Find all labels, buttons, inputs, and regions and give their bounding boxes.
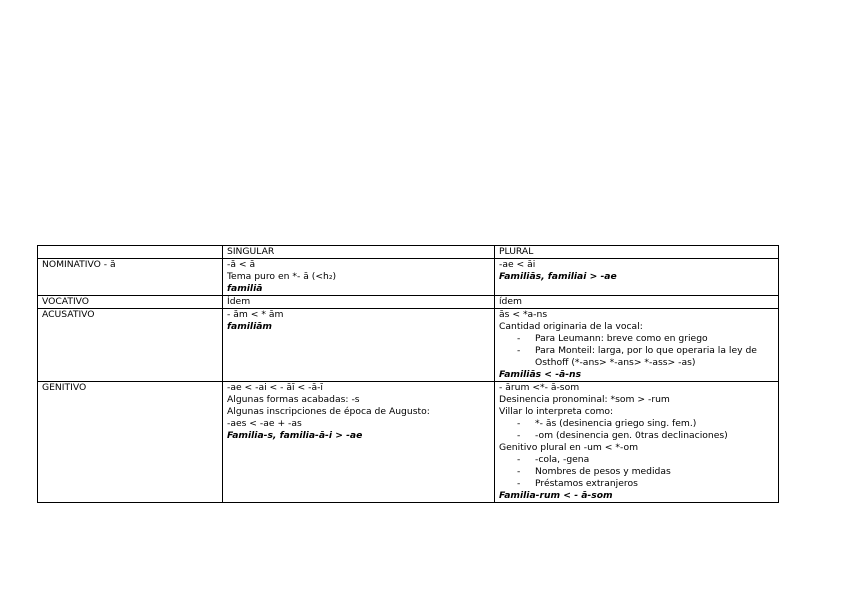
plural-cell [495,309,779,382]
bullet-dash: - [517,333,521,344]
case-label-cell: ACUSATIVO [38,309,223,382]
bullet-item [499,478,775,490]
singular-cell [223,309,495,382]
cell-line: - ārum <*- ā-som [499,382,580,393]
table-row [38,259,779,296]
table-row [38,309,779,382]
example-form: Familiās < -ā-ns [499,369,582,380]
table-row [38,382,779,503]
header-row [38,246,779,259]
bullet-item [499,418,775,430]
bullet-item [499,345,775,369]
bullet-text: Préstamos extranjeros [535,478,638,489]
plural-cell [495,382,779,503]
cell-line: ídem [499,296,522,307]
case-label-cell: NOMINATIVO - ă [38,259,223,296]
plural-cell [495,259,779,296]
header-singular-cell: SINGULAR [223,246,495,259]
cell-line: Algunas inscripciones de época de Augusto: [227,406,430,417]
bullet-text: Para Monteil: larga, por lo que operaria la ley de Osthoff (*-ans> *-ans> *-ass> -as) [535,345,757,368]
bullet-dash: - [517,345,521,356]
cell-line: Genitivo plural en -um < *-om [499,442,639,453]
singular-cell [223,259,495,296]
bullet-item [499,454,775,466]
header-case-cell [38,246,223,259]
case-label-cell: GENITIVO [38,382,223,503]
bullet-dash: - [517,478,521,489]
cell-line: -ă < ā [227,259,256,270]
bullet-dash: - [517,466,521,477]
bullet-dash: - [517,430,521,441]
header-plural-cell: PLURAL [495,246,779,259]
example-form: Familiās, familiai > -ae [499,271,617,282]
bullet-text: *- ās (desinencia griego sing. fem.) [535,418,697,429]
bullet-item [499,430,775,442]
bullet-text: -om (desinencia gen. 0tras declinaciones) [535,430,728,441]
example-form: Familia-rum < - ā-som [499,490,613,501]
bullet-dash: - [517,418,521,429]
bullet-dash: - [517,454,521,465]
plural-cell [495,296,779,309]
singular-cell [223,296,495,309]
example-form: familiām [227,321,272,332]
cell-line: ās < *a-ns [499,309,548,320]
bullet-text: Nombres de pesos y medidas [535,466,671,477]
cell-line: Algunas formas acabadas: -s [227,394,360,405]
cell-line: -aes < -ae + -as [227,418,302,429]
cell-line: -ae < -ai < - āī < -ā-ī [227,382,323,393]
example-form: familiā [227,283,263,294]
cell-line: Cantidad originaria de la vocal: [499,321,643,332]
cell-line: Villar lo interpreta como: [499,406,614,417]
case-label-cell: VOCATIVO [38,296,223,309]
cell-line: Ídem [227,296,251,307]
singular-cell [223,382,495,503]
cell-line: Tema puro en *- ā (<h₂) [227,271,337,282]
table-row [38,296,779,309]
cell-line: - ăm < * ām [227,309,284,320]
bullet-text: Para Leumann: breve como en griego [535,333,708,344]
declension-table [37,245,779,503]
cell-line: Desinencia pronominal: *som > -rum [499,394,670,405]
cell-line: -ae < āi [499,259,536,270]
bullet-item [499,333,775,345]
bullet-item [499,466,775,478]
bullet-text: -cola, -gena [535,454,590,465]
example-form: Familia-s, familia-ā-i > -ae [227,430,363,441]
